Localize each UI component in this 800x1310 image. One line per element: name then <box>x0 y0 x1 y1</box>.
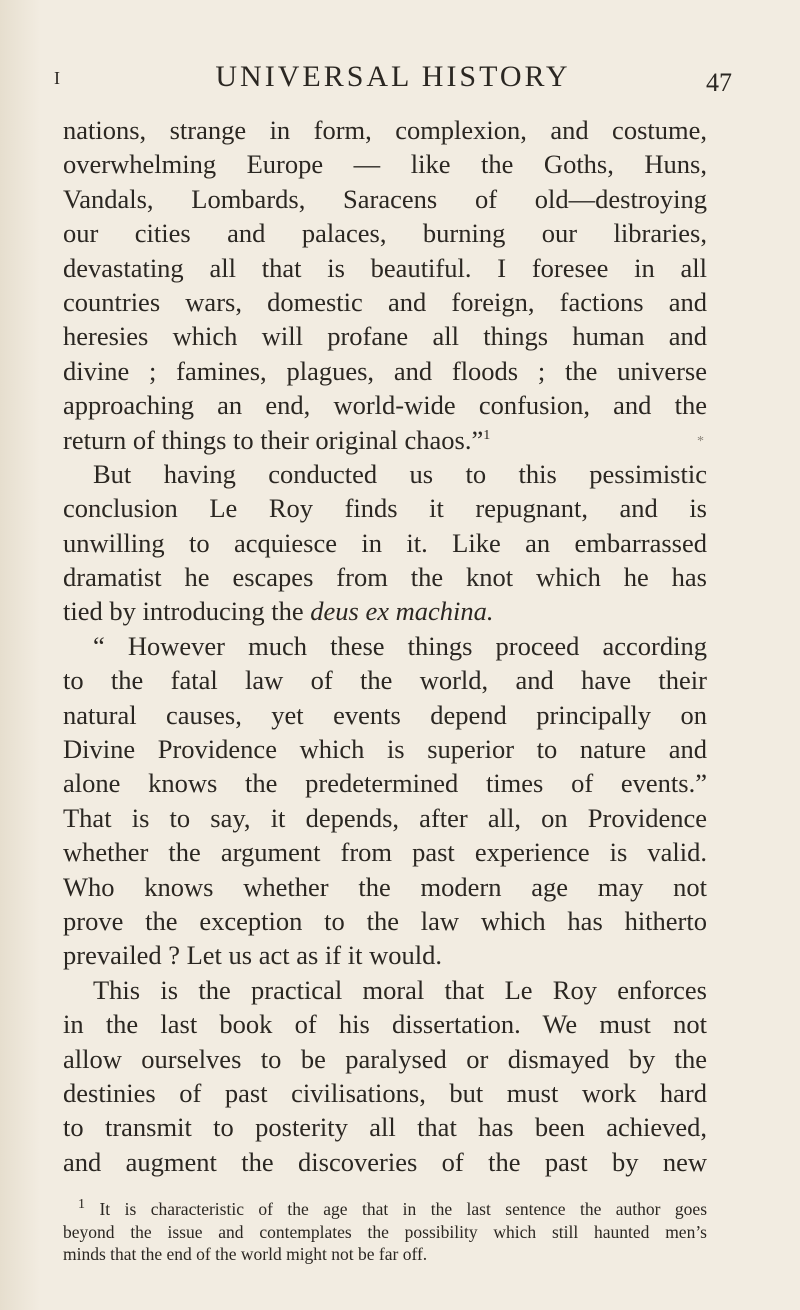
page-edge-shadow <box>0 0 40 1310</box>
text-line: prove the exception to the law which has hitherto <box>63 905 707 936</box>
text-line: “ However much these things proceed according <box>93 630 707 661</box>
text-line: natural causes, yet events depend principally on <box>63 699 707 730</box>
running-title: UNIVERSAL HISTORY <box>215 60 571 93</box>
footnote <box>63 1198 707 1266</box>
text-line: our cities and palaces, burning our libraries, <box>63 218 707 249</box>
text-line: tied by introducing the <box>63 596 304 627</box>
text-line: in the last book of his dissertation. We must not <box>63 1009 707 1040</box>
page-number: 47 <box>706 68 732 97</box>
text-line: Who knows whether the modern age may not <box>63 871 707 902</box>
text-line: overwhelming Europe — like the Goths, Huns, <box>63 149 707 180</box>
text-line: approaching an end, world-wide confusion, and the <box>63 390 707 421</box>
text-line: nations, strange in form, complexion, and costume, <box>63 115 707 145</box>
footnote-line: minds that the end of the world might not be far off. <box>63 1244 428 1264</box>
text-line: whether the argument from past experience is valid. <box>63 837 707 868</box>
text-line: countries wars, domestic and foreign, factions and <box>63 286 707 317</box>
stray-ink-mark: * <box>697 434 704 449</box>
body-text <box>63 113 707 1179</box>
text-line: Vandals, Lombards, Saracens of old—destroying <box>63 183 707 214</box>
text-line: dramatist he escapes from the knot which he has <box>63 562 707 593</box>
text-line: alone knows the predetermined times of events.” <box>63 768 707 799</box>
text-line: destinies of past civilisations, but must work hard <box>63 1077 707 1108</box>
text-line: divine ; famines, plagues, and floods ; the universe <box>63 355 707 386</box>
text-line: But having conducted us to this pessimistic <box>93 458 707 489</box>
italic-phrase: deus ex machina. <box>310 596 494 627</box>
text-line: This is the practical moral that Le Roy enforces <box>93 974 707 1005</box>
text-line: to the fatal law of the world, and have their <box>63 665 707 696</box>
footnote-reference: 1 <box>483 427 491 443</box>
text-line: conclusion Le Roy finds it repugnant, and is <box>63 493 707 524</box>
running-head <box>54 60 732 98</box>
footnote-marker: 1 <box>78 1197 85 1213</box>
chapter-number: I <box>54 68 61 88</box>
footnote-text: It is characteristic of the age that in the last sentence the author goes <box>99 1199 708 1219</box>
text-line: That is to say, it depends, after all, on Providence <box>63 802 707 833</box>
text-line-with-footnote <box>63 423 707 457</box>
text-line: heresies which will profane all things human and <box>63 321 707 352</box>
text-line: return of things to their original chaos.” <box>63 424 484 455</box>
text-line: prevailed ? Let us act as if it would. <box>63 940 442 971</box>
text-line-with-italic <box>63 594 707 628</box>
text-line: to transmit to posterity all that has been achieved, <box>63 1112 707 1143</box>
footnote-line: beyond the issue and contemplates the possibility which still haunted men’s <box>63 1221 707 1242</box>
text-line: and augment the discoveries of the past by new <box>63 1146 707 1177</box>
text-line: devastating all that is beautiful. I foresee in all <box>63 252 707 283</box>
text-line: allow ourselves to be paralysed or dismayed by the <box>63 1043 707 1074</box>
text-line: unwilling to acquiesce in it. Like an embarrassed <box>63 527 707 558</box>
text-line: Divine Providence which is superior to nature and <box>63 734 707 765</box>
footnote-line <box>63 1198 707 1221</box>
